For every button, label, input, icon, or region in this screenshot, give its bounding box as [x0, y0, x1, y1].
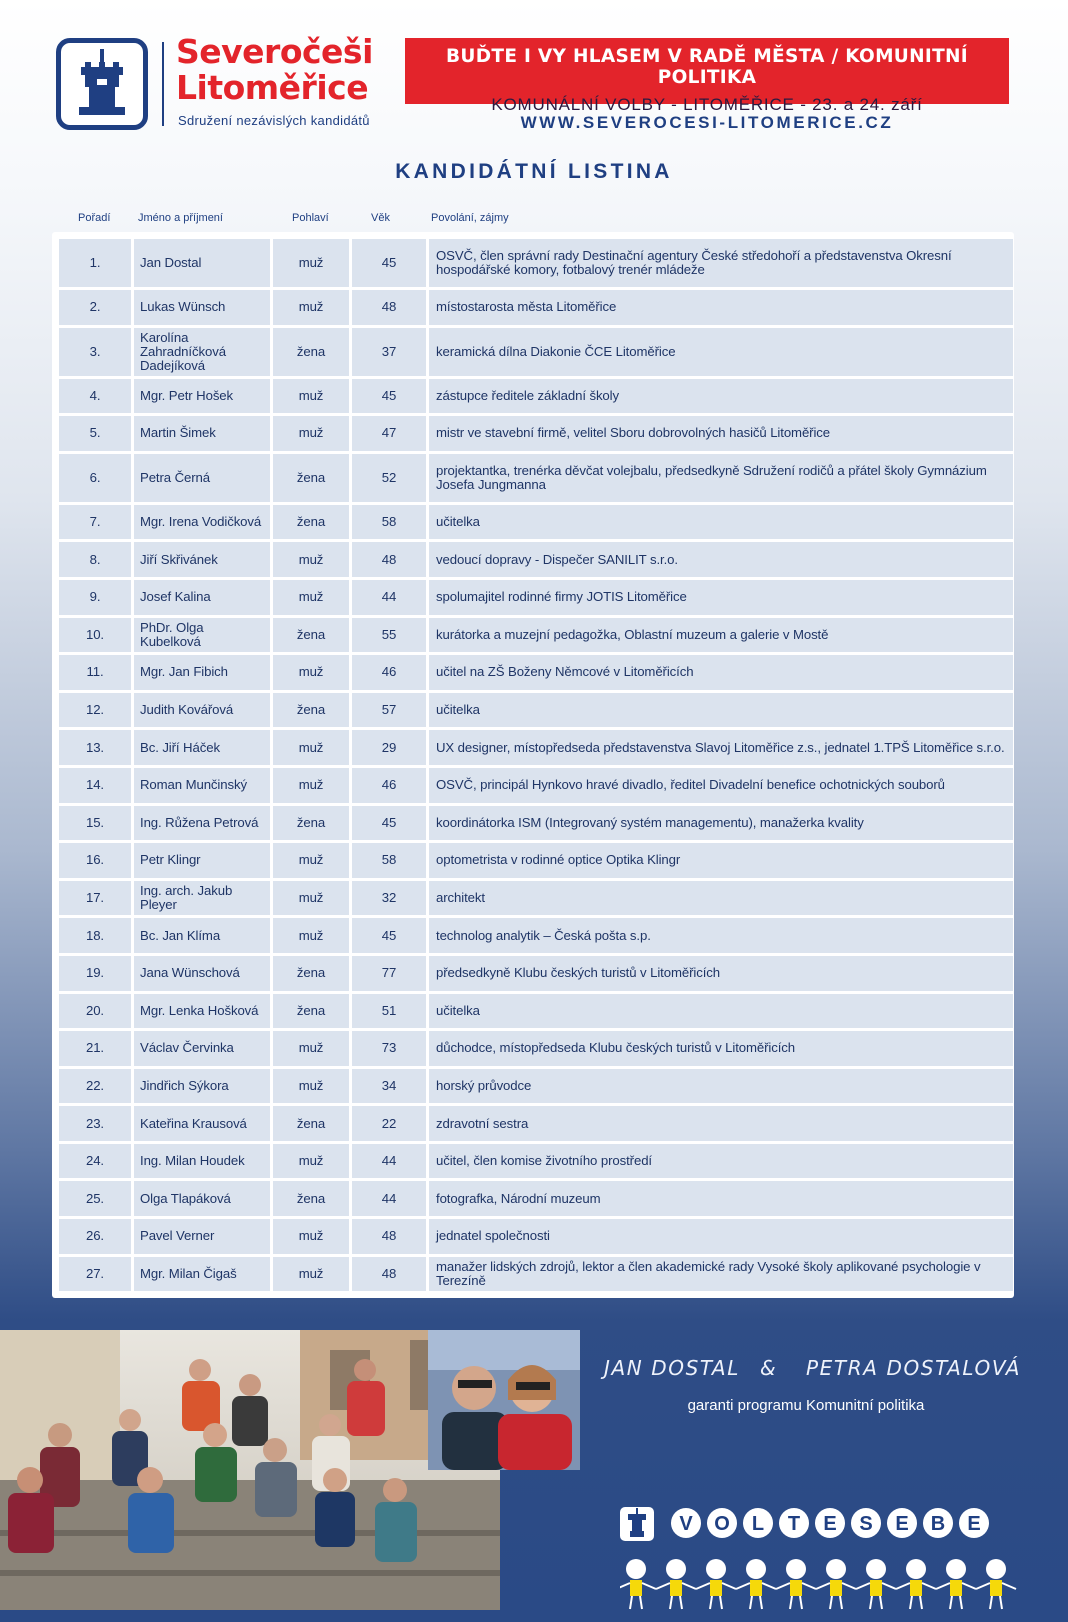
table-row: [59, 1106, 1013, 1141]
table-row: [59, 328, 1013, 376]
figure-head: [826, 1559, 846, 1579]
cell-name: Judith Kovářová: [134, 693, 270, 728]
cell-order: 26.: [59, 1219, 131, 1254]
figure-body: [670, 1580, 682, 1596]
cell-gender: muž: [273, 416, 349, 451]
column-header-name: Jméno a příjmení: [138, 212, 223, 224]
cell-name: Petr Klingr: [134, 843, 270, 878]
banner-headline: BUĎTE I VY HLASEM V RADĚ MĚSTA / KOMUNITNÍ POLITIKA: [446, 46, 968, 88]
figure-body: [830, 1580, 842, 1596]
cell-gender: muž: [273, 290, 349, 325]
cell-gender: muž: [273, 918, 349, 953]
cell-order: 15.: [59, 806, 131, 841]
cell-name: Jan Dostal: [134, 239, 270, 287]
table-row: [59, 505, 1013, 540]
figure-head: [906, 1559, 926, 1579]
cell-gender: muž: [273, 542, 349, 577]
cell-age: 77: [352, 956, 426, 991]
cell-age: 48: [352, 1257, 426, 1292]
voltese-letter: V: [679, 1513, 693, 1535]
cell-occupation: místostarosta města Litoměřice: [429, 290, 1013, 325]
cell-occupation: učitel na ZŠ Boženy Němcové v Litoměřicích: [429, 655, 1013, 690]
table-row: [59, 542, 1013, 577]
cell-occupation: projektantka, trenérka děvčat volejbalu, předsedkyně Sdružení rodičů a přátel školy Gymnázium Josefa Jungmanna: [429, 454, 1013, 502]
cell-name: Kateřina Krausová: [134, 1106, 270, 1141]
table-row: [59, 768, 1013, 803]
cell-occupation: UX designer, místopředseda představenstva Slavoj Litoměřice z.s., jednatel 1.TPŠ Litoměřice s.r.o.: [429, 730, 1013, 765]
cell-order: 13.: [59, 730, 131, 765]
cell-name: Karolína Zahradníčková Dadejíková: [134, 328, 270, 376]
cell-gender: žena: [273, 1181, 349, 1216]
cell-order: 27.: [59, 1257, 131, 1292]
couple-photo: [428, 1330, 580, 1470]
cell-age: 57: [352, 693, 426, 728]
cell-age: 45: [352, 806, 426, 841]
cell-occupation: koordinátorka ISM (Integrovaný systém managementu), manažerka kvality: [429, 806, 1013, 841]
cell-occupation: kurátorka a muzejní pedagožka, Oblastní muzeum a galerie v Mostě: [429, 618, 1013, 653]
voltese-letter: L: [751, 1513, 765, 1535]
cell-gender: žena: [273, 618, 349, 653]
cell-age: 45: [352, 379, 426, 414]
cell-order: 8.: [59, 542, 131, 577]
column-headers: [0, 212, 1068, 228]
candidate-table: [56, 236, 1016, 1294]
cell-order: 9.: [59, 580, 131, 615]
cell-occupation: předsedkyně Klubu českých turistů v Litoměřicích: [429, 956, 1013, 991]
voltese-letter: E: [823, 1513, 837, 1535]
column-header-occupation: Povolání, zájmy: [431, 212, 509, 224]
cell-gender: muž: [273, 379, 349, 414]
table-row: [59, 693, 1013, 728]
figure-body: [910, 1580, 922, 1596]
cell-age: 48: [352, 1219, 426, 1254]
figure-body: [950, 1580, 962, 1596]
brand-name-line1: Severočeši: [176, 32, 373, 71]
cell-name: Mgr. Petr Hošek: [134, 379, 270, 414]
cell-gender: muž: [273, 730, 349, 765]
cell-occupation: zástupce ředitele základní školy: [429, 379, 1013, 414]
cell-name: Jindřich Sýkora: [134, 1069, 270, 1104]
cell-age: 58: [352, 843, 426, 878]
cell-age: 47: [352, 416, 426, 451]
cell-gender: žena: [273, 806, 349, 841]
cell-gender: muž: [273, 881, 349, 916]
logo-divider: [162, 42, 164, 126]
campaign-banner: [405, 38, 1009, 114]
table-row: [59, 806, 1013, 841]
table-row: [59, 1069, 1013, 1104]
cell-gender: muž: [273, 1031, 349, 1066]
cell-name: Mgr. Irena Vodičková: [134, 505, 270, 540]
cell-order: 17.: [59, 881, 131, 916]
brand-name-line2: Litoměřice: [176, 68, 369, 107]
cell-occupation: optometrista v rodinné optice Optika Klingr: [429, 843, 1013, 878]
column-header-gender: Pohlaví: [292, 212, 329, 224]
cell-name: Lukas Wünsch: [134, 290, 270, 325]
table-row: [59, 290, 1013, 325]
cell-age: 48: [352, 290, 426, 325]
cell-gender: muž: [273, 239, 349, 287]
cell-occupation: důchodce, místopředseda Klubu českých turistů v Litoměřicích: [429, 1031, 1013, 1066]
cell-age: 44: [352, 580, 426, 615]
figure-head: [626, 1559, 646, 1579]
figure-body: [630, 1580, 642, 1596]
cell-occupation: OSVČ, člen správní rady Destinační agentury České středohoří a představenstva Okresní hospodářské komory, fotbalový trenér mládeže: [429, 239, 1013, 287]
table-row: [59, 730, 1013, 765]
cell-occupation: keramická dílna Diakonie ČCE Litoměřice: [429, 328, 1013, 376]
cell-order: 4.: [59, 379, 131, 414]
table-row: [59, 1257, 1013, 1292]
cell-order: 16.: [59, 843, 131, 878]
cell-order: 19.: [59, 956, 131, 991]
cell-age: 37: [352, 328, 426, 376]
cell-occupation: učitelka: [429, 994, 1013, 1029]
table-row: [59, 379, 1013, 414]
cell-order: 3.: [59, 328, 131, 376]
cell-occupation: mistr ve stavební firmě, velitel Sboru dobrovolných hasičů Litoměřice: [429, 416, 1013, 451]
voltese-letter: E: [895, 1513, 909, 1535]
cell-age: 73: [352, 1031, 426, 1066]
cell-order: 1.: [59, 239, 131, 287]
figure-head: [946, 1559, 966, 1579]
cell-occupation: technolog analytik – Česká pošta s.p.: [429, 918, 1013, 953]
cell-order: 12.: [59, 693, 131, 728]
cell-gender: žena: [273, 994, 349, 1029]
cell-age: 58: [352, 505, 426, 540]
cell-name: Roman Munčinský: [134, 768, 270, 803]
table-row: [59, 454, 1013, 502]
figure-body: [750, 1580, 762, 1596]
voltese-letter: E: [967, 1513, 981, 1535]
table-row: [59, 580, 1013, 615]
cell-gender: žena: [273, 956, 349, 991]
figure-body: [870, 1580, 882, 1596]
voltese-letter: B: [930, 1513, 946, 1535]
cell-name: Josef Kalina: [134, 580, 270, 615]
list-title: KANDIDÁTNÍ LISTINA: [395, 160, 673, 183]
banner-election-info: KOMUNÁLNÍ VOLBY - LITOMĚŘICE - 23. a 24. září: [491, 95, 923, 114]
cell-gender: žena: [273, 693, 349, 728]
table-row: [59, 239, 1013, 287]
cell-order: 5.: [59, 416, 131, 451]
cell-age: 55: [352, 618, 426, 653]
cell-name: Jana Wünschová: [134, 956, 270, 991]
cell-occupation: jednatel společnosti: [429, 1219, 1013, 1254]
guarantor-2: PETRA DOSTALOVÁ: [806, 1356, 1022, 1380]
tower-icon: [71, 49, 133, 121]
cell-order: 11.: [59, 655, 131, 690]
cell-name: Bc. Jiří Háček: [134, 730, 270, 765]
figure-body: [710, 1580, 722, 1596]
cell-order: 22.: [59, 1069, 131, 1104]
cell-occupation: zdravotní sestra: [429, 1106, 1013, 1141]
table-row: [59, 1031, 1013, 1066]
cell-order: 25.: [59, 1181, 131, 1216]
cell-gender: žena: [273, 454, 349, 502]
figure-head: [986, 1559, 1006, 1579]
brand-subtitle: Sdružení nezávislých kandidátů: [178, 113, 370, 128]
cell-name: Petra Černá: [134, 454, 270, 502]
cell-name: Mgr. Lenka Hošková: [134, 994, 270, 1029]
figure-head: [706, 1559, 726, 1579]
cell-occupation: manažer lidských zdrojů, lektor a člen akademické rady Vysoké školy aplikované psychologie v Terezíně: [429, 1257, 1013, 1292]
cell-gender: muž: [273, 1144, 349, 1179]
cell-age: 51: [352, 994, 426, 1029]
cell-order: 6.: [59, 454, 131, 502]
cell-gender: muž: [273, 655, 349, 690]
table-row: [59, 1181, 1013, 1216]
cell-order: 21.: [59, 1031, 131, 1066]
cell-age: 46: [352, 655, 426, 690]
cell-order: 7.: [59, 505, 131, 540]
cell-name: Mgr. Jan Fibich: [134, 655, 270, 690]
cell-age: 22: [352, 1106, 426, 1141]
figure-head: [866, 1559, 886, 1579]
cell-occupation: učitelka: [429, 693, 1013, 728]
cell-age: 34: [352, 1069, 426, 1104]
guarantor-ampersand: &: [760, 1356, 778, 1380]
cell-gender: žena: [273, 328, 349, 376]
voltese-letter: T: [787, 1513, 801, 1535]
cell-age: 48: [352, 542, 426, 577]
cell-gender: muž: [273, 580, 349, 615]
cell-name: Pavel Verner: [134, 1219, 270, 1254]
cell-name: Jiří Skřivánek: [134, 542, 270, 577]
column-header-age: Věk: [371, 212, 390, 224]
cell-name: Olga Tlapáková: [134, 1181, 270, 1216]
table-row: [59, 956, 1013, 991]
cell-occupation: fotografka, Národní muzeum: [429, 1181, 1013, 1216]
website-link[interactable]: WWW.SEVEROCESI-LITOMERICE.CZ: [520, 113, 894, 132]
cell-occupation: OSVČ, principál Hynkovo hravé divadlo, ředitel Divadelní benefice ochotnických souborů: [429, 768, 1013, 803]
voltese-letter: O: [714, 1513, 730, 1535]
cell-order: 23.: [59, 1106, 131, 1141]
cell-order: 20.: [59, 994, 131, 1029]
guarantor-1: JAN DOSTAL: [604, 1356, 740, 1380]
cell-name: Ing. Růžena Petrová: [134, 806, 270, 841]
figure-body: [790, 1580, 802, 1596]
guarantors-subtitle: garanti programu Komunitní politika: [687, 1397, 925, 1414]
table-row: [59, 416, 1013, 451]
voltese-logo: [620, 1503, 1020, 1618]
table-row: [59, 918, 1013, 953]
table-row: [59, 881, 1013, 916]
cell-name: PhDr. Olga Kubelková: [134, 618, 270, 653]
cell-age: 46: [352, 768, 426, 803]
table-row: [59, 1219, 1013, 1254]
cell-name: Bc. Jan Klíma: [134, 918, 270, 953]
cell-order: 14.: [59, 768, 131, 803]
group-photo: [0, 1330, 500, 1610]
figure-head: [746, 1559, 766, 1579]
figure-body: [990, 1580, 1002, 1596]
cell-age: 44: [352, 1144, 426, 1179]
table-row: [59, 618, 1013, 653]
cell-occupation: vedoucí dopravy - Dispečer SANILIT s.r.o.: [429, 542, 1013, 577]
logo: [56, 38, 148, 130]
figure-head: [786, 1559, 806, 1579]
cell-occupation: horský průvodce: [429, 1069, 1013, 1104]
cell-gender: muž: [273, 1069, 349, 1104]
column-header-order: Pořadí: [78, 212, 111, 224]
cell-name: Martin Šimek: [134, 416, 270, 451]
table-row: [59, 655, 1013, 690]
cell-gender: muž: [273, 843, 349, 878]
cell-name: Ing. arch. Jakub Pleyer: [134, 881, 270, 916]
cell-gender: žena: [273, 505, 349, 540]
cell-order: 10.: [59, 618, 131, 653]
voltese-letter: S: [859, 1513, 873, 1535]
cell-gender: muž: [273, 1219, 349, 1254]
cell-name: Václav Červinka: [134, 1031, 270, 1066]
cell-gender: žena: [273, 1106, 349, 1141]
cell-name: Ing. Milan Houdek: [134, 1144, 270, 1179]
cell-age: 52: [352, 454, 426, 502]
table-row: [59, 843, 1013, 878]
cell-age: 29: [352, 730, 426, 765]
cell-occupation: učitel, člen komise životního prostředí: [429, 1144, 1013, 1179]
cell-age: 45: [352, 918, 426, 953]
cell-name: Mgr. Milan Čigaš: [134, 1257, 270, 1292]
table-row: [59, 994, 1013, 1029]
table-row: [59, 1144, 1013, 1179]
figure-head: [666, 1559, 686, 1579]
cell-occupation: spolumajitel rodinné firmy JOTIS Litoměřice: [429, 580, 1013, 615]
cell-order: 18.: [59, 918, 131, 953]
cell-age: 32: [352, 881, 426, 916]
cell-age: 45: [352, 239, 426, 287]
cell-gender: muž: [273, 1257, 349, 1292]
cell-order: 2.: [59, 290, 131, 325]
cell-order: 24.: [59, 1144, 131, 1179]
cell-age: 44: [352, 1181, 426, 1216]
cell-occupation: architekt: [429, 881, 1013, 916]
cell-occupation: učitelka: [429, 505, 1013, 540]
cell-gender: muž: [273, 768, 349, 803]
